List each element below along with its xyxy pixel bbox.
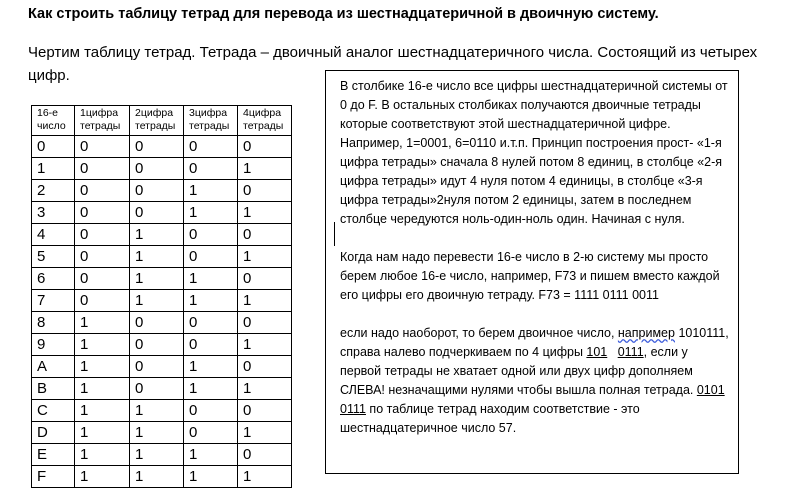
header-digit-1: 1цифра тетрады — [75, 106, 130, 136]
binary-digit-cell: 0 — [75, 268, 130, 290]
binary-digit-cell: 1 — [75, 400, 130, 422]
binary-digit-cell: 0 — [130, 202, 184, 224]
binary-digit-cell: 0 — [238, 400, 292, 422]
binary-digit-cell: 1 — [130, 466, 184, 488]
hex-digit-cell: 8 — [32, 312, 75, 334]
table-row — [32, 158, 292, 180]
tetrad-table — [31, 105, 292, 488]
binary-digit-cell: 1 — [130, 246, 184, 268]
binary-digit-cell: 0 — [130, 334, 184, 356]
table-row — [32, 334, 292, 356]
binary-digit-cell: 1 — [238, 202, 292, 224]
binary-digit-cell: 1 — [130, 400, 184, 422]
binary-digit-cell: 1 — [238, 378, 292, 400]
binary-digit-cell: 1 — [130, 444, 184, 466]
hex-digit-cell: 6 — [32, 268, 75, 290]
binary-digit-cell: 0 — [130, 378, 184, 400]
hex-digit-cell: A — [32, 356, 75, 378]
binary-digit-cell: 0 — [75, 224, 130, 246]
binary-digit-cell: 1 — [238, 290, 292, 312]
binary-digit-cell: 0 — [238, 224, 292, 246]
intro-paragraph: Чертим таблицу тетрад. Тетрада – двоичный аналог шестнадцатеричного числа. Состоящий из четырех цифр. — [28, 44, 758, 84]
hex-digit-cell: F — [32, 466, 75, 488]
explanation-paragraph-2: Когда нам надо перевести 16-е число в 2-ю систему мы просто берем любое 16-е число, например, F73 и пишем вместо каждой его цифры его двоичную тетраду. F73 = 1111 0111 0011 — [340, 250, 720, 302]
binary-digit-cell: 0 — [75, 180, 130, 202]
explanation-paragraph-3 — [340, 324, 730, 438]
binary-digit-cell: 0 — [184, 400, 238, 422]
binary-digit-cell: 1 — [238, 246, 292, 268]
binary-digit-cell: 1 — [184, 378, 238, 400]
binary-digit-cell: 0 — [130, 136, 184, 158]
text-segment — [607, 345, 617, 359]
text-segment: если надо наоборот, то берем двоичное число, — [340, 326, 618, 340]
binary-digit-cell: 0 — [238, 268, 292, 290]
binary-digit-cell: 1 — [75, 422, 130, 444]
hex-digit-cell: 9 — [32, 334, 75, 356]
text-segment: по таблице тетрад находим соответствие - это шестнадцатеричное число 57. — [340, 402, 640, 435]
text-cursor — [334, 222, 335, 246]
hex-digit-cell: 0 — [32, 136, 75, 158]
binary-digit-cell: 0 — [130, 180, 184, 202]
binary-digit-cell: 1 — [184, 202, 238, 224]
binary-digit-cell: 0 — [184, 224, 238, 246]
header-digit-4: 4цифра тетрады — [238, 106, 292, 136]
table-row — [32, 246, 292, 268]
table-row — [32, 356, 292, 378]
table-row — [32, 268, 292, 290]
underlined-group: 0111 — [340, 402, 366, 416]
binary-digit-cell: 0 — [130, 158, 184, 180]
binary-digit-cell: 0 — [75, 246, 130, 268]
table-row — [32, 444, 292, 466]
hex-digit-cell: 5 — [32, 246, 75, 268]
table-row — [32, 136, 292, 158]
binary-digit-cell: 1 — [130, 422, 184, 444]
binary-digit-cell: 0 — [184, 246, 238, 268]
hex-digit-cell: 2 — [32, 180, 75, 202]
binary-digit-cell: 1 — [238, 334, 292, 356]
binary-digit-cell: 1 — [184, 356, 238, 378]
binary-digit-cell: 1 — [75, 466, 130, 488]
binary-digit-cell: 0 — [238, 180, 292, 202]
table-header-row — [32, 106, 292, 136]
header-digit-2: 2цифра тетрады — [130, 106, 184, 136]
binary-digit-cell: 1 — [75, 312, 130, 334]
table-row — [32, 400, 292, 422]
hex-digit-cell: C — [32, 400, 75, 422]
table-row — [32, 290, 292, 312]
underlined-group: 0101 — [696, 383, 725, 397]
binary-digit-cell: 1 — [184, 290, 238, 312]
hex-digit-cell: D — [32, 422, 75, 444]
binary-digit-cell: 1 — [184, 180, 238, 202]
binary-digit-cell: 1 — [184, 466, 238, 488]
table-row — [32, 202, 292, 224]
binary-digit-cell: 0 — [184, 158, 238, 180]
binary-digit-cell: 0 — [75, 158, 130, 180]
binary-digit-cell: 1 — [238, 422, 292, 444]
underlined-group: 0111 — [617, 345, 644, 359]
binary-digit-cell: 1 — [184, 444, 238, 466]
binary-digit-cell: 0 — [184, 422, 238, 444]
table-row — [32, 466, 292, 488]
table-row — [32, 378, 292, 400]
binary-digit-cell: 1 — [75, 378, 130, 400]
binary-digit-cell: 0 — [184, 312, 238, 334]
binary-digit-cell: 0 — [184, 136, 238, 158]
hex-digit-cell: 7 — [32, 290, 75, 312]
binary-digit-cell: 1 — [238, 466, 292, 488]
binary-digit-cell: 0 — [75, 290, 130, 312]
binary-digit-cell: 1 — [130, 268, 184, 290]
binary-digit-cell: 0 — [130, 312, 184, 334]
binary-digit-cell: 0 — [130, 356, 184, 378]
hex-digit-cell: 4 — [32, 224, 75, 246]
explanation-paragraph-1: В столбике 16-е число все цифры шестнадцатеричной системы от 0 до F. В остальных столбиках получаются двоичные тетрады которые соответствуют этой шестнадцатеричной цифре. Например, 1=0001, 6=0110 и.т.п. Принцип построения прост- «1-я цифра тетрады» сначала 8 нулей потом 8 единиц, в столбце «2-я цифра тетрады» идут 4 нуля потом 4 единицы, в столбце «3-я цифра тетрады»2нуля потом 2 единицы, затем в последнем столбце чередуются ноль-один-ноль один. Начиная с нуля. — [340, 79, 728, 226]
binary-digit-cell: 1 — [184, 268, 238, 290]
binary-digit-cell: 0 — [238, 356, 292, 378]
text-segment: 1010111, справа налево подчеркиваем по 4 цифры — [340, 326, 729, 359]
underlined-group: 101 — [586, 345, 608, 359]
text-segment: , если у первой тетрады не хватает одной или двух цифр дополняем СЛЕВА! незначащими нулями чтобы вышла полная тетрада. — [340, 345, 697, 397]
binary-digit-cell: 1 — [130, 290, 184, 312]
binary-digit-cell: 0 — [75, 202, 130, 224]
binary-digit-cell: 0 — [238, 136, 292, 158]
binary-digit-cell: 0 — [238, 444, 292, 466]
table-row — [32, 180, 292, 202]
hex-digit-cell: E — [32, 444, 75, 466]
page-title: Как строить таблицу тетрад для перевода из шестнадцатеричной в двоичную систему. — [28, 6, 659, 22]
table-row — [32, 422, 292, 444]
table-row — [32, 224, 292, 246]
hex-digit-cell: 3 — [32, 202, 75, 224]
binary-digit-cell: 1 — [130, 224, 184, 246]
header-hex-number: 16-е число — [32, 106, 75, 136]
binary-digit-cell: 0 — [75, 136, 130, 158]
binary-digit-cell: 0 — [184, 334, 238, 356]
binary-digit-cell: 1 — [75, 334, 130, 356]
hex-digit-cell: 1 — [32, 158, 75, 180]
binary-digit-cell: 1 — [75, 356, 130, 378]
table-row — [32, 312, 292, 334]
spellcheck-word: например — [617, 326, 675, 340]
explanation-box — [325, 70, 739, 474]
binary-digit-cell: 0 — [238, 312, 292, 334]
binary-digit-cell: 1 — [75, 444, 130, 466]
header-digit-3: 3цифра тетрады — [184, 106, 238, 136]
hex-digit-cell: B — [32, 378, 75, 400]
binary-digit-cell: 1 — [238, 158, 292, 180]
